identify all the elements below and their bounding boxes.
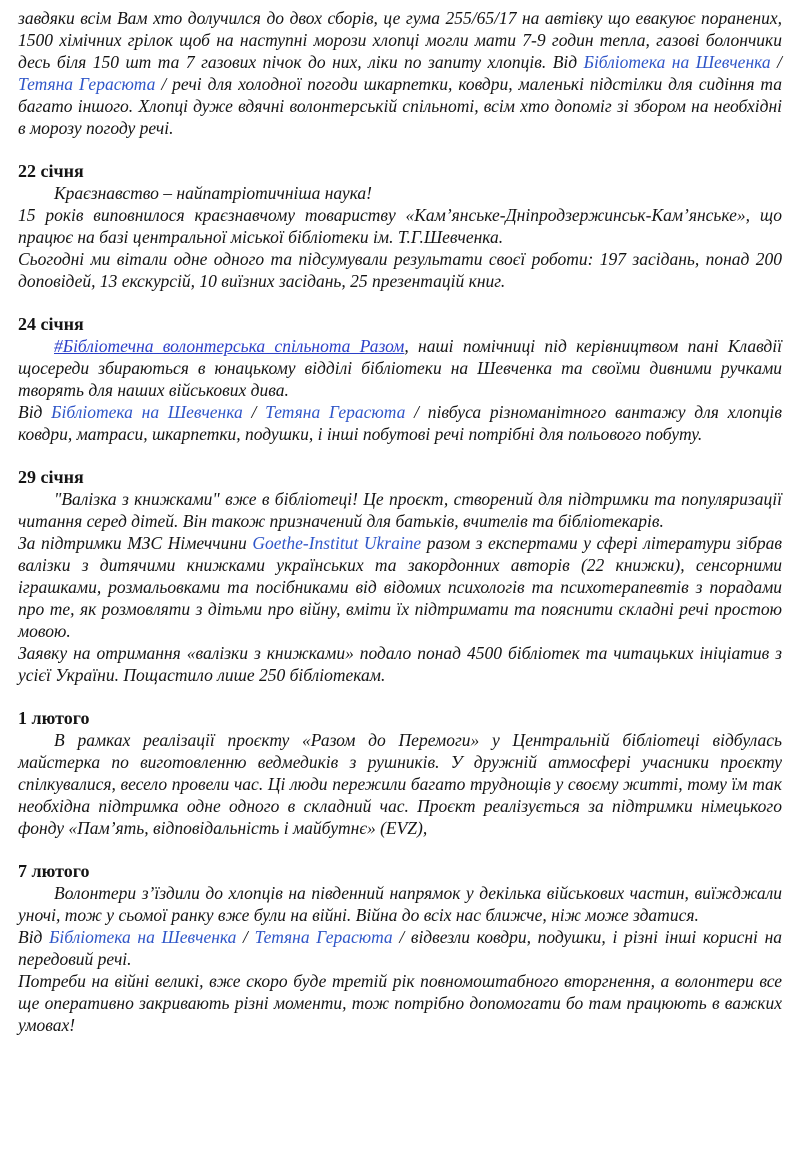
text-run: Від (18, 927, 50, 947)
link-tetyana-herasyuta[interactable]: Тетяна Герасюта (265, 402, 406, 422)
text-run: разом з експертами у сфері літератури зібрав валізки з дитячими книжками українських та закордонних авторів (22 книжки), сенсорними іграшками, розмальовками та посібниками від відомих психологів та психотерапевтів з порадами про те, як розмовляти з дітьми про війну, вміти їх підтримати та пояснити складні речі простою мовою. (18, 533, 782, 641)
date-heading: 7 лютого (18, 861, 90, 881)
text-run: , наші помічниці під керівництвом пані Клавдії щосереди збираються в юнацькому відділі бібліотеки на Шевченка та своїми дивними ручками творять для наших військових дива. (18, 336, 782, 400)
link-biblioteka-na-shevchenka[interactable]: Бібліотека на Шевченка (583, 52, 771, 72)
text-run: В рамках реалізації проєкту «Разом до Перемоги» у Центральній бібліотеці відбулась майстерка по виготовленню ведмедиків з рушників. У дружній атмосфері учасники проєкту спілкувалися, весело провели час. Ці люди пережили багато труднощів у своєму житті, тому їм так необхідна підтримка одне одного в складний час. Проєкт реалізується за підтримки німецького фонду «Пам’ять, відповідальність і майбутнє» (EVZ), (18, 730, 782, 838)
text-run: / (770, 52, 782, 72)
paragraph (18, 248, 782, 292)
text-run: / (236, 927, 255, 947)
text-run: Потреби на війні великі, вже скоро буде третій рік повномоштабного вторгнення, а волонтери все ще оперативно закривають різні моменти, тож потрібно допомогати бо там працюють в важких умовах! (18, 971, 782, 1035)
paragraph (18, 729, 782, 839)
link-tetyana-herasyuta[interactable]: Тетяна Герасюта (254, 927, 393, 947)
link-biblioteka-na-shevchenka[interactable]: Бібліотека на Шевченка (49, 927, 237, 947)
text-run: завдяки всім Вам хто долучился до двох сборів, це гума 255/65/17 на автівку що евакуює поранених, 1500 хімічних грілок щоб на наступні морози хлопці могли мати 7-9 годин тепла, газові болончики десь біля 150 шт та 7 газових пічок до них, ліки по запиту хлопців. Від (18, 8, 782, 72)
paragraph (18, 970, 782, 1036)
document-body (18, 7, 782, 1036)
date-heading: 29 січня (18, 467, 84, 487)
text-run: "Валізка з книжками" вже в бібліотеці! Це проєкт, створений для підтримки та популяризації читання серед дітей. Він також призначений для батьків, вчителів та бібліотекарів. (18, 489, 782, 531)
paragraph (18, 926, 782, 970)
paragraph (18, 182, 782, 204)
paragraph (18, 401, 782, 445)
text-run: / (242, 402, 266, 422)
paragraph (18, 488, 782, 532)
link-tetyana-herasyuta[interactable]: Тетяна Герасюта (18, 74, 156, 94)
text-run: За підтримки МЗС Німеччини (18, 533, 253, 553)
paragraph (18, 882, 782, 926)
text-run: Сьогодні ми вітали одне одного та підсумували результати своєї роботи: 197 засідань, понад 200 доповідей, 13 екскурсій, 10 виїзних засідань, 25 презентацій книг. (18, 249, 782, 291)
text-run: Від (18, 402, 52, 422)
text-run: Заявку на отримання «валізки з книжками» подало понад 4500 бібліотек та читацьких ініціатив з усієї України. Пощастило лише 250 бібліотекам. (18, 643, 782, 685)
link-hashtag-library-volunteer-community[interactable]: #Бібліотечна волонтерська спільнота Разом (54, 336, 405, 356)
paragraph (18, 642, 782, 686)
date-heading: 1 лютого (18, 708, 90, 728)
text-run: / півбуса різноманітного вантажу для хлопців ковдри, матраси, шкарпетки, подушки, і інші побутові речі потрібні для польового побуту. (18, 402, 782, 444)
text-run: Волонтери з’їздили до хлопців на південний напрямок у декілька військових частин, виїжджали уночі, тож у сьомої ранку вже були на війні. Війна до всіх нас ближче, ніж може здатися. (18, 883, 782, 925)
text-run: Краєзнавство – найпатріотичніша наука! (54, 183, 372, 203)
link-goethe-institut-ukraine[interactable]: Goethe-Institut Ukraine (252, 533, 422, 553)
paragraph (18, 335, 782, 401)
date-heading: 24 січня (18, 314, 84, 334)
paragraph (18, 7, 782, 139)
text-run: / речі для холодної погоди шкарпетки, ковдри, маленькі підстілки для сидіння та багато іншого. Хлопці дуже вдячні волонтерській спільноті, всім хто допоміг зі збором на необхідні в морозу погоду речі. (18, 74, 783, 138)
text-run: / відвезли ковдри, подушки, і різні інші корисні на передовий речі. (18, 927, 783, 969)
date-heading: 22 січня (18, 161, 84, 181)
link-biblioteka-na-shevchenka[interactable]: Бібліотека на Шевченка (51, 402, 243, 422)
paragraph (18, 204, 782, 248)
paragraph (18, 532, 782, 642)
text-run: 15 років виповнилося краєзнавчому товариству «Кам’янське-Дніпродзержинськ-Кам’янське», що працює на базі центральної міської бібліотеки ім. Т.Г.Шевченка. (18, 205, 782, 247)
